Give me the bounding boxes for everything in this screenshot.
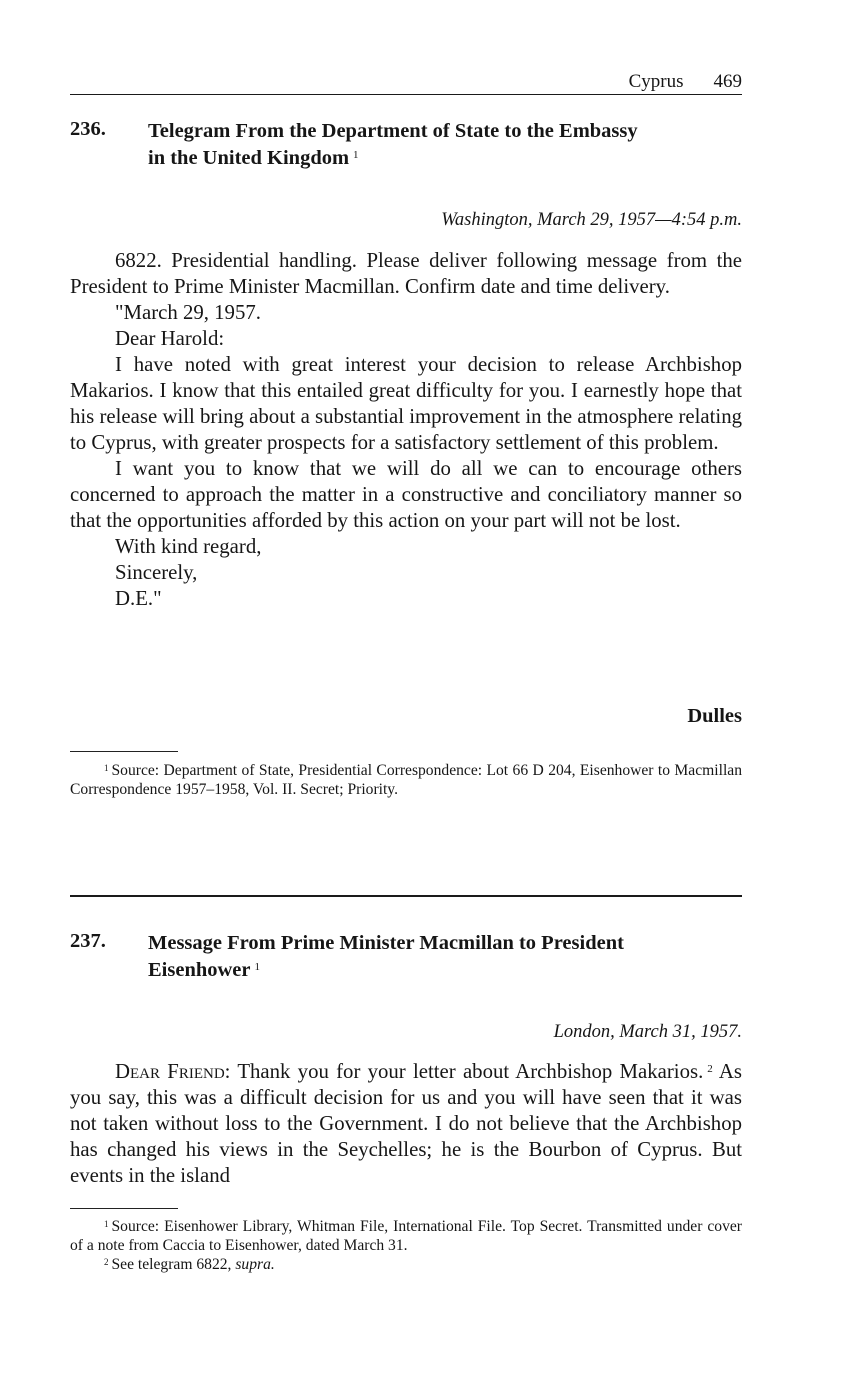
footnote-rule-2 xyxy=(70,1208,178,1209)
doc-236-title-line1: Telegram From the Department of State to the Embassy xyxy=(148,120,638,142)
doc-237-footnote-ref: 1 xyxy=(254,961,260,973)
doc-236-dateline: Washington, March 29, 1957—4:54 p.m. xyxy=(441,210,742,230)
doc-237-footnote-2-text: See telegram 6822, xyxy=(111,1256,232,1273)
doc-236-para-1: 6822. Presidential handling. Please deliver following message from the President to Prime Minister Macmillan. Confirm date and time delivery. xyxy=(70,249,742,298)
doc-236-closing-3: D.E." xyxy=(115,587,162,610)
doc-236-body xyxy=(70,248,742,612)
doc-236-para-3: I want you to know that we will do all we can to encourage others concerned to approach the matter in a constructive and conciliatory manner so that the opportunities afforded by this action on your part will not be lost. xyxy=(70,457,742,532)
doc-236-title xyxy=(148,118,742,172)
doc-237-body xyxy=(70,1059,742,1189)
doc-237-footnote-1-text: Source: Eisenhower Library, Whitman File, International File. Top Secret. Transmitted under cover of a note from Caccia to Eisenhower, dated March 31. xyxy=(70,1218,742,1254)
doc-237-dateline: London, March 31, 1957. xyxy=(553,1022,742,1042)
doc-236-footnote-1-text: Source: Department of State, Presidential Correspondence: Lot 66 D 204, Eisenhower to Macmillan Correspondence 1957–1958, Vol. II. Secret; Priority. xyxy=(70,762,742,798)
doc-237-para-1 xyxy=(70,1059,742,1189)
doc-237-footnote-2-italic: supra. xyxy=(235,1256,275,1273)
doc-237-salutation: Dear Friend: xyxy=(115,1060,231,1083)
doc-236-closing-2: Sincerely, xyxy=(115,561,198,584)
doc-236-letter-date: "March 29, 1957. xyxy=(115,301,261,324)
doc-236-number: 236. xyxy=(70,118,106,140)
page-number: 469 xyxy=(713,71,742,92)
doc-236-para-2: I have noted with great interest your decision to release Archbishop Makarios. I know that this entailed great difficulty for you. I earnestly hope that his release will bring about a substantial improvement in the atmosphere relating to Cyprus, with greater prospects for a satisfactory settlement of this problem. xyxy=(70,353,742,454)
doc-236-closing-1: With kind regard, xyxy=(115,535,262,558)
doc-237-footnote-1-number: 1 xyxy=(104,1219,109,1229)
doc-237-title-line1: Message From Prime Minister Macmillan to President xyxy=(148,932,624,954)
doc-237-footnote-2 xyxy=(70,1255,742,1274)
doc-237-para-1-b: As you say, this was a difficult decision for us and you will have seen that it was not taken without loss to the Government. I do not believe that the Archbishop has changed his views in the Seychelles; he is the Bourbon of Cyprus. But events in the island xyxy=(70,1060,743,1187)
running-head xyxy=(70,70,742,95)
doc-236-signature: Dulles xyxy=(687,705,742,727)
doc-237-footnotes xyxy=(70,1217,742,1274)
section-divider xyxy=(70,895,742,897)
footnote-rule xyxy=(70,751,178,752)
doc-237-number: 237. xyxy=(70,930,106,952)
doc-237-title-line2: Eisenhower xyxy=(148,959,251,981)
doc-237-title xyxy=(148,930,742,984)
doc-236-title-line2: in the United Kingdom xyxy=(148,147,350,169)
doc-236-footnote-1 xyxy=(70,761,742,799)
doc-236-footnote-ref: 1 xyxy=(353,149,359,161)
doc-236-footnotes xyxy=(70,761,742,799)
doc-236-salutation: Dear Harold: xyxy=(115,327,225,350)
doc-237-footnote-2-number: 2 xyxy=(104,1257,109,1267)
running-head-section: Cyprus xyxy=(628,71,684,92)
doc-237-footnote-1 xyxy=(70,1217,742,1255)
doc-237-para-1-ref: 2 xyxy=(707,1063,713,1075)
doc-236-footnote-1-number: 1 xyxy=(104,763,109,773)
doc-237-para-1-a: Thank you for your letter about Archbishop Makarios. xyxy=(237,1060,704,1083)
